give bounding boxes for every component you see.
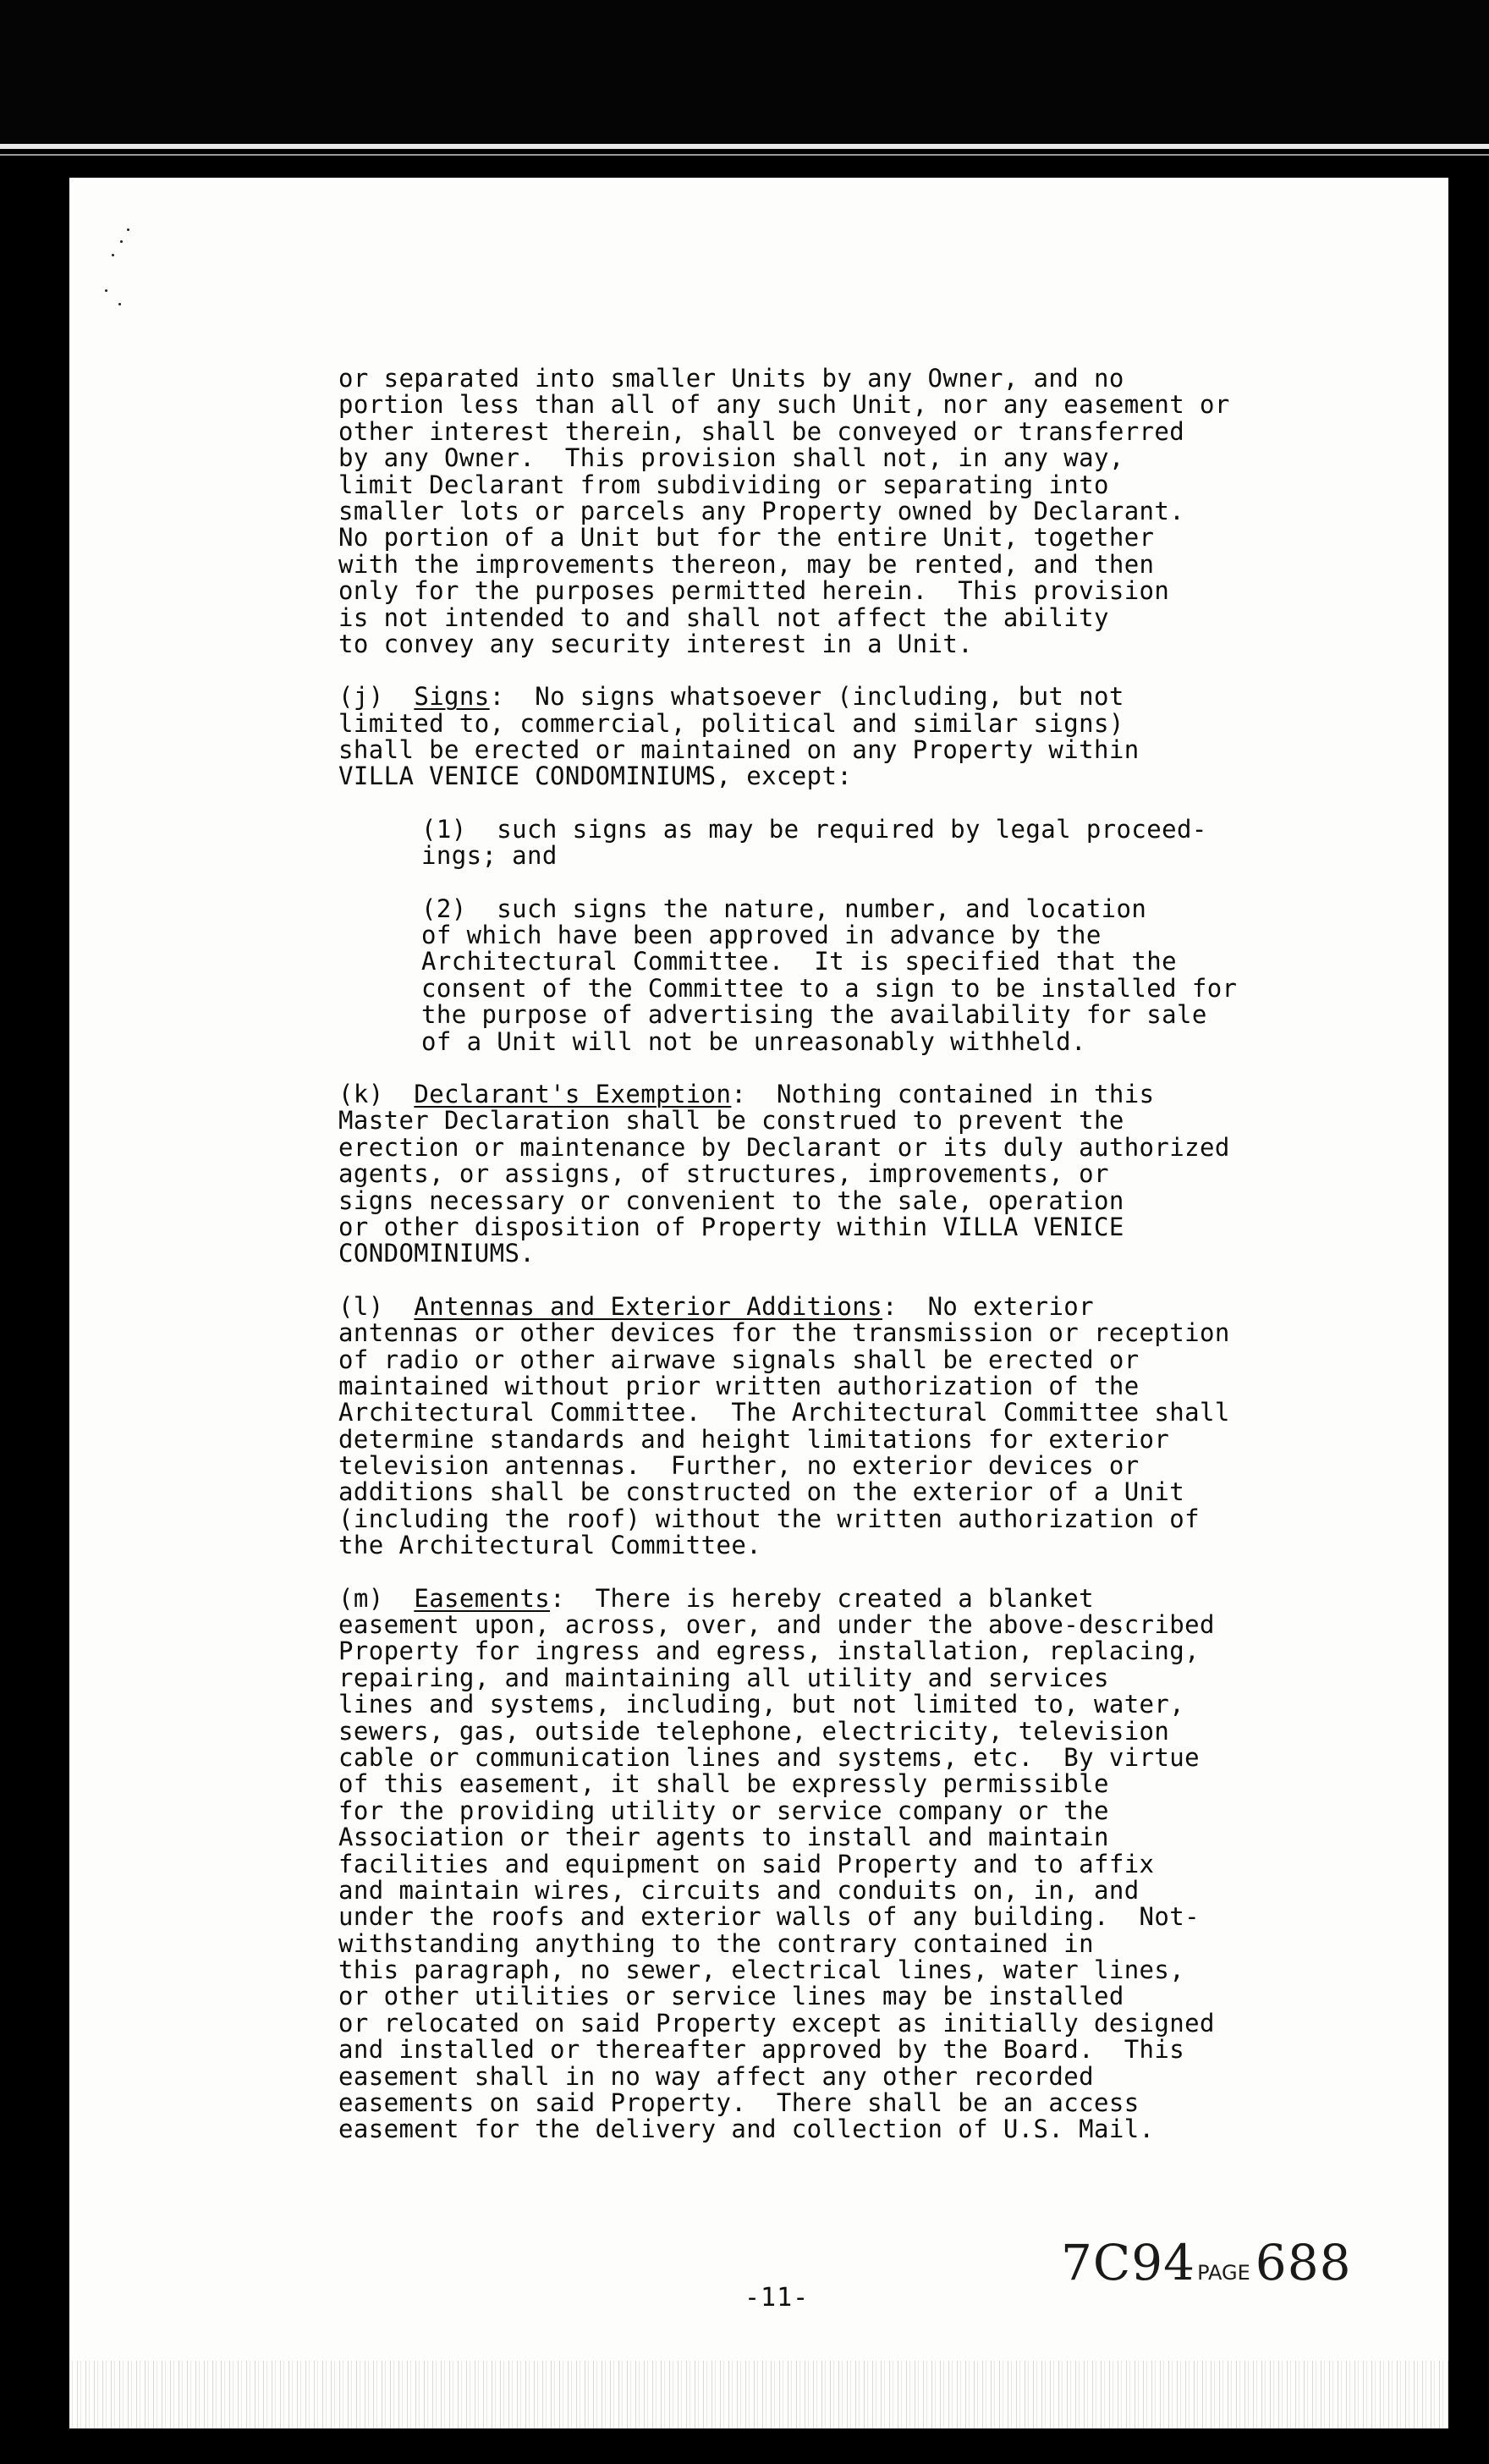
text-line: or relocated on said Property except as initially designed — [338, 2008, 1215, 2038]
section-antennas-first-line — [338, 1291, 1337, 1321]
text-line: Master Declaration shall be construed to prevent the — [338, 1106, 1124, 1136]
section-heading: Antennas and Exterior Additions — [414, 1291, 882, 1321]
text-line: easement shall in no way affect any other recorded — [338, 2061, 1094, 2091]
text-line: under the roofs and exterior walls of any building. Not- — [338, 1902, 1200, 1932]
section-marker: (j) — [338, 682, 384, 712]
section-exemption-first-line — [338, 1081, 1337, 1108]
text-line: and installed or thereafter approved by the Board. This — [338, 2035, 1185, 2065]
text-line: sewers, gas, outside telephone, electricity, television — [338, 1716, 1170, 1746]
text-line: only for the purposes permitted herein. This provision — [338, 576, 1170, 606]
section-easements — [338, 1583, 1337, 2144]
signs-item-2 — [338, 896, 1337, 1055]
text-line: determine standards and height limitations for exterior — [338, 1424, 1170, 1454]
scan-edge-rule — [0, 144, 1489, 149]
text-line: easement upon, across, over, and under the above-described — [338, 1610, 1215, 1640]
text-line: of which have been approved in advance by the — [421, 921, 1102, 950]
text-line: erection or maintenance by Declarant or its duly authorized — [338, 1132, 1230, 1162]
text-line: VILLA VENICE CONDOMINIUMS, except: — [338, 762, 853, 791]
text-line: and maintain wires, circuits and conduits on, in, and — [338, 1875, 1140, 1905]
section-first-line-text: : No exterior — [882, 1291, 1095, 1321]
book-page-stamp — [1061, 2234, 1352, 2291]
book-number: 7C94 — [1061, 2234, 1196, 2291]
section-heading: Declarant's Exemption — [414, 1079, 732, 1108]
text-line: cable or communication lines and systems, etc. By virtue — [338, 1742, 1200, 1772]
section-marker: (m) — [338, 1583, 384, 1613]
text-line: maintained without prior written authorization of the — [338, 1371, 1140, 1400]
text-line: portion less than all of any such Unit, nor any easement or — [338, 390, 1230, 420]
text-line: this paragraph, no sewer, electrical lines, water lines, — [338, 1955, 1185, 1985]
text-line: withstanding anything to the contrary contained in — [338, 1928, 1094, 1958]
text-line: or separated into smaller Units by any Owner, and no — [338, 364, 1124, 393]
text-line: antennas or other devices for the transmission or reception — [338, 1318, 1230, 1348]
section-first-line-text: : There is hereby created a blanket — [550, 1583, 1095, 1613]
text-line: CONDOMINIUMS. — [338, 1239, 536, 1268]
section-antennas — [338, 1291, 1337, 1560]
text-line: Architectural Committee. It is specified that the — [421, 947, 1177, 976]
signs-item-1 — [338, 814, 1337, 871]
scan-edge-rule-secondary — [0, 154, 1489, 156]
text-line: agents, or assigns, of structures, improvements, or — [338, 1159, 1109, 1189]
text-line: television antennas. Further, no exterior devices or — [338, 1451, 1140, 1481]
text-line: of radio or other airwave signals shall be erected or — [338, 1345, 1140, 1374]
text-line: the Architectural Committee. — [338, 1531, 762, 1560]
text-line: for the providing utility or service company or the — [338, 1796, 1109, 1825]
text-line: Association or their agents to install and maintain — [338, 1823, 1109, 1852]
text-line: (1) such signs as may be required by legal proceed- — [421, 814, 1207, 844]
text-line: repairing, and maintaining all utility and services — [338, 1663, 1109, 1692]
text-line: No portion of a Unit but for the entire Unit, together — [338, 523, 1155, 553]
text-line: ings; and — [421, 841, 558, 871]
section-marker: (k) — [338, 1079, 384, 1108]
section-exemption — [338, 1081, 1337, 1268]
scan-noise-strip — [69, 2361, 1448, 2428]
text-line: with the improvements thereon, may be rented, and then — [338, 549, 1155, 579]
text-line: to convey any security interest in a Unit. — [338, 629, 974, 658]
section-heading: Easements — [414, 1583, 551, 1613]
text-line: or other utilities or service lines may be installed — [338, 1982, 1124, 2011]
section-signs — [338, 684, 1337, 790]
text-line: shall be erected or maintained on any Property within — [338, 735, 1140, 765]
section-easements-first-line — [338, 1583, 1337, 1613]
section-heading: Signs — [414, 682, 490, 712]
text-line: easement for the delivery and collection of U.S. Mail. — [338, 2115, 1155, 2144]
text-line: smaller lots or parcels any Property owned by Declarant. — [338, 496, 1185, 525]
intro-paragraph — [338, 366, 1337, 657]
text-line: other interest therein, shall be conveyed or transferred — [338, 416, 1185, 446]
section-first-line-text: : Nothing contained in this — [731, 1079, 1155, 1108]
text-line: facilities and equipment on said Property and to affix — [338, 1849, 1155, 1878]
text-line: consent of the Committee to a sign to be installed for — [421, 973, 1238, 1003]
section-marker: (l) — [338, 1291, 384, 1321]
text-line: by any Owner. This provision shall not, in any way, — [338, 443, 1124, 473]
text-line: (2) such signs the nature, number, and location — [421, 894, 1147, 923]
text-line: of a Unit will not be unreasonably withheld. — [421, 1026, 1086, 1056]
page-label: PAGE — [1197, 2261, 1250, 2285]
scan-top-band — [0, 0, 1489, 142]
text-line: is not intended to and shall not affect the ability — [338, 602, 1109, 632]
text-line: limit Declarant from subdividing or separating into — [338, 470, 1109, 499]
scan-specks — [102, 212, 152, 313]
text-line: or other disposition of Property within VILLA VENICE — [338, 1212, 1124, 1241]
text-line: Property for ingress and egress, installation, replacing, — [338, 1636, 1200, 1666]
text-line: signs necessary or convenient to the sale, operation — [338, 1185, 1124, 1215]
book-page-number: 688 — [1255, 2234, 1352, 2291]
text-line: lines and systems, including, but not limited to, water, — [338, 1690, 1185, 1719]
section-first-line-text: : No signs whatsoever (including, but not — [489, 682, 1124, 712]
text-line: of this easement, it shall be expressly permissible — [338, 1769, 1109, 1799]
text-line: limited to, commercial, political and similar signs) — [338, 708, 1124, 738]
document-body — [338, 366, 1337, 2170]
text-line: (including the roof) without the written authorization of — [338, 1504, 1200, 1533]
page-number: -11- — [744, 2283, 810, 2313]
text-line: the purpose of advertising the availability for sale — [421, 1000, 1207, 1030]
text-line: easements on said Property. There shall be an access — [338, 2088, 1140, 2118]
section-signs-first-line — [338, 684, 1337, 710]
text-line: additions shall be constructed on the exterior of a Unit — [338, 1477, 1185, 1507]
text-line: Architectural Committee. The Architectural Committee shall — [338, 1398, 1230, 1427]
